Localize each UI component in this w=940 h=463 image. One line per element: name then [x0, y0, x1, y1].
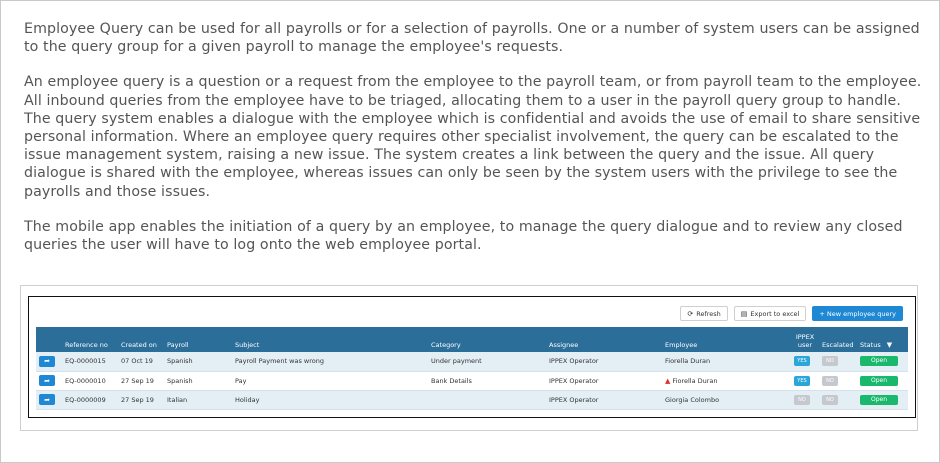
cell-category: Bank Details	[431, 376, 472, 385]
cell-reference: EQ-0000010	[65, 376, 106, 385]
cell-assignee: IPPEX Operator	[549, 395, 599, 404]
cell-payroll: Spanish	[167, 376, 193, 385]
refresh-icon: ⟳	[687, 309, 694, 318]
header-employee[interactable]: Employee	[665, 341, 698, 349]
header-ippex-user[interactable]	[791, 327, 819, 352]
open-arrow-icon[interactable]: ➦	[39, 375, 55, 386]
table-row[interactable]	[36, 390, 908, 409]
status-badge: Open	[860, 395, 898, 405]
cell-subject: Payroll Payment was wrong	[235, 357, 324, 366]
cell-assignee: IPPEX Operator	[549, 357, 599, 366]
cell-employee	[662, 371, 791, 390]
export-label: Export to excel	[750, 309, 800, 318]
cell-created: 07 Oct 19	[121, 357, 153, 366]
escalated-badge: NO	[822, 376, 838, 386]
status-badge: Open	[860, 376, 898, 386]
cell-reference: EQ-0000015	[65, 357, 106, 366]
query-table	[36, 327, 908, 410]
refresh-label: Refresh	[696, 309, 721, 318]
ippex-user-badge: NO	[794, 395, 810, 405]
cell-payroll: Italian	[167, 395, 188, 404]
paragraph-intro: Employee Query can be used for all payrolls or for a selection of payrolls. One or a number of system users can be assigned to the query group for a given payroll to manage the employee's requests.	[24, 21, 920, 56]
header-ippex-user-line1: IPPEX	[795, 333, 815, 341]
header-open	[36, 327, 62, 352]
cell-created: 27 Sep 19	[121, 395, 154, 404]
header-escalated[interactable]: Escalated	[822, 341, 854, 349]
cell-employee: Fiorella Duran	[665, 357, 711, 366]
status-badge: Open	[860, 356, 898, 366]
header-category[interactable]: Category	[431, 341, 461, 349]
ippex-user-badge: YES	[794, 356, 810, 366]
description-text	[24, 20, 924, 271]
cell-employee: Giorgia Colombo	[665, 395, 720, 404]
header-payroll[interactable]: Payroll	[167, 341, 189, 349]
cell-payroll: Spanish	[167, 357, 193, 366]
header-subject[interactable]: Subject	[235, 341, 260, 349]
open-arrow-icon[interactable]: ➦	[39, 394, 55, 405]
export-excel-button[interactable]	[734, 306, 807, 321]
table-row[interactable]	[36, 352, 908, 371]
header-assignee[interactable]: Assignee	[549, 341, 579, 349]
open-arrow-icon[interactable]: ➦	[39, 356, 55, 367]
table-row[interactable]	[36, 371, 908, 390]
header-status[interactable]	[857, 327, 908, 352]
paragraph-query-details: An employee query is a question or a request from the employee to the payroll team, or from payroll team to the employee. All inbound queries from the employee have to be triaged, allocating them to a user in the payroll query group to handle. The query system enables a dialogue with the employee which is confidential and avoids the use of email to share sensitive personal information. Where an employee query requires other specialist involvement, the query can be escalated to the issue management system, raising a new issue. The system creates a link between the query and the issue. All query dialogue is shared with the employee, whereas issues can only be seen by the system users with the privilege to see the payrolls and those issues.	[24, 74, 922, 200]
header-ippex-user-line2: user	[797, 341, 813, 349]
cell-category: Under payment	[431, 357, 482, 366]
header-status-label: Status	[860, 341, 881, 349]
cell-category	[428, 390, 546, 409]
escalated-badge: NO	[822, 356, 838, 366]
employee-query-screenshot	[28, 296, 916, 418]
new-query-label: + New employee query	[819, 309, 896, 318]
document-icon: ▤	[740, 309, 748, 318]
cell-reference: EQ-0000009	[65, 395, 106, 404]
new-employee-query-button[interactable]	[812, 306, 903, 321]
toolbar	[680, 306, 903, 321]
cell-created: 27 Sep 19	[121, 376, 154, 385]
paragraph-mobile-app: The mobile app enables the initiation of a query by an employee, to manage the query dialogue and to review any closed queries the user will have to log onto the web employee portal.	[24, 218, 903, 254]
header-reference[interactable]: Reference no	[65, 341, 108, 349]
refresh-button[interactable]	[680, 306, 727, 321]
filter-icon[interactable]: ▼	[886, 341, 893, 349]
table-header-row	[36, 327, 908, 352]
warning-icon: ▲	[665, 376, 671, 385]
cell-subject: Pay	[235, 376, 247, 385]
escalated-badge: NO	[822, 395, 838, 405]
header-created[interactable]: Created on	[121, 341, 157, 349]
cell-subject: Holiday	[235, 395, 260, 404]
cell-assignee: IPPEX Operator	[549, 376, 599, 385]
cell-employee-name: Fiorella Duran	[672, 376, 718, 385]
ippex-user-badge: YES	[794, 376, 810, 386]
